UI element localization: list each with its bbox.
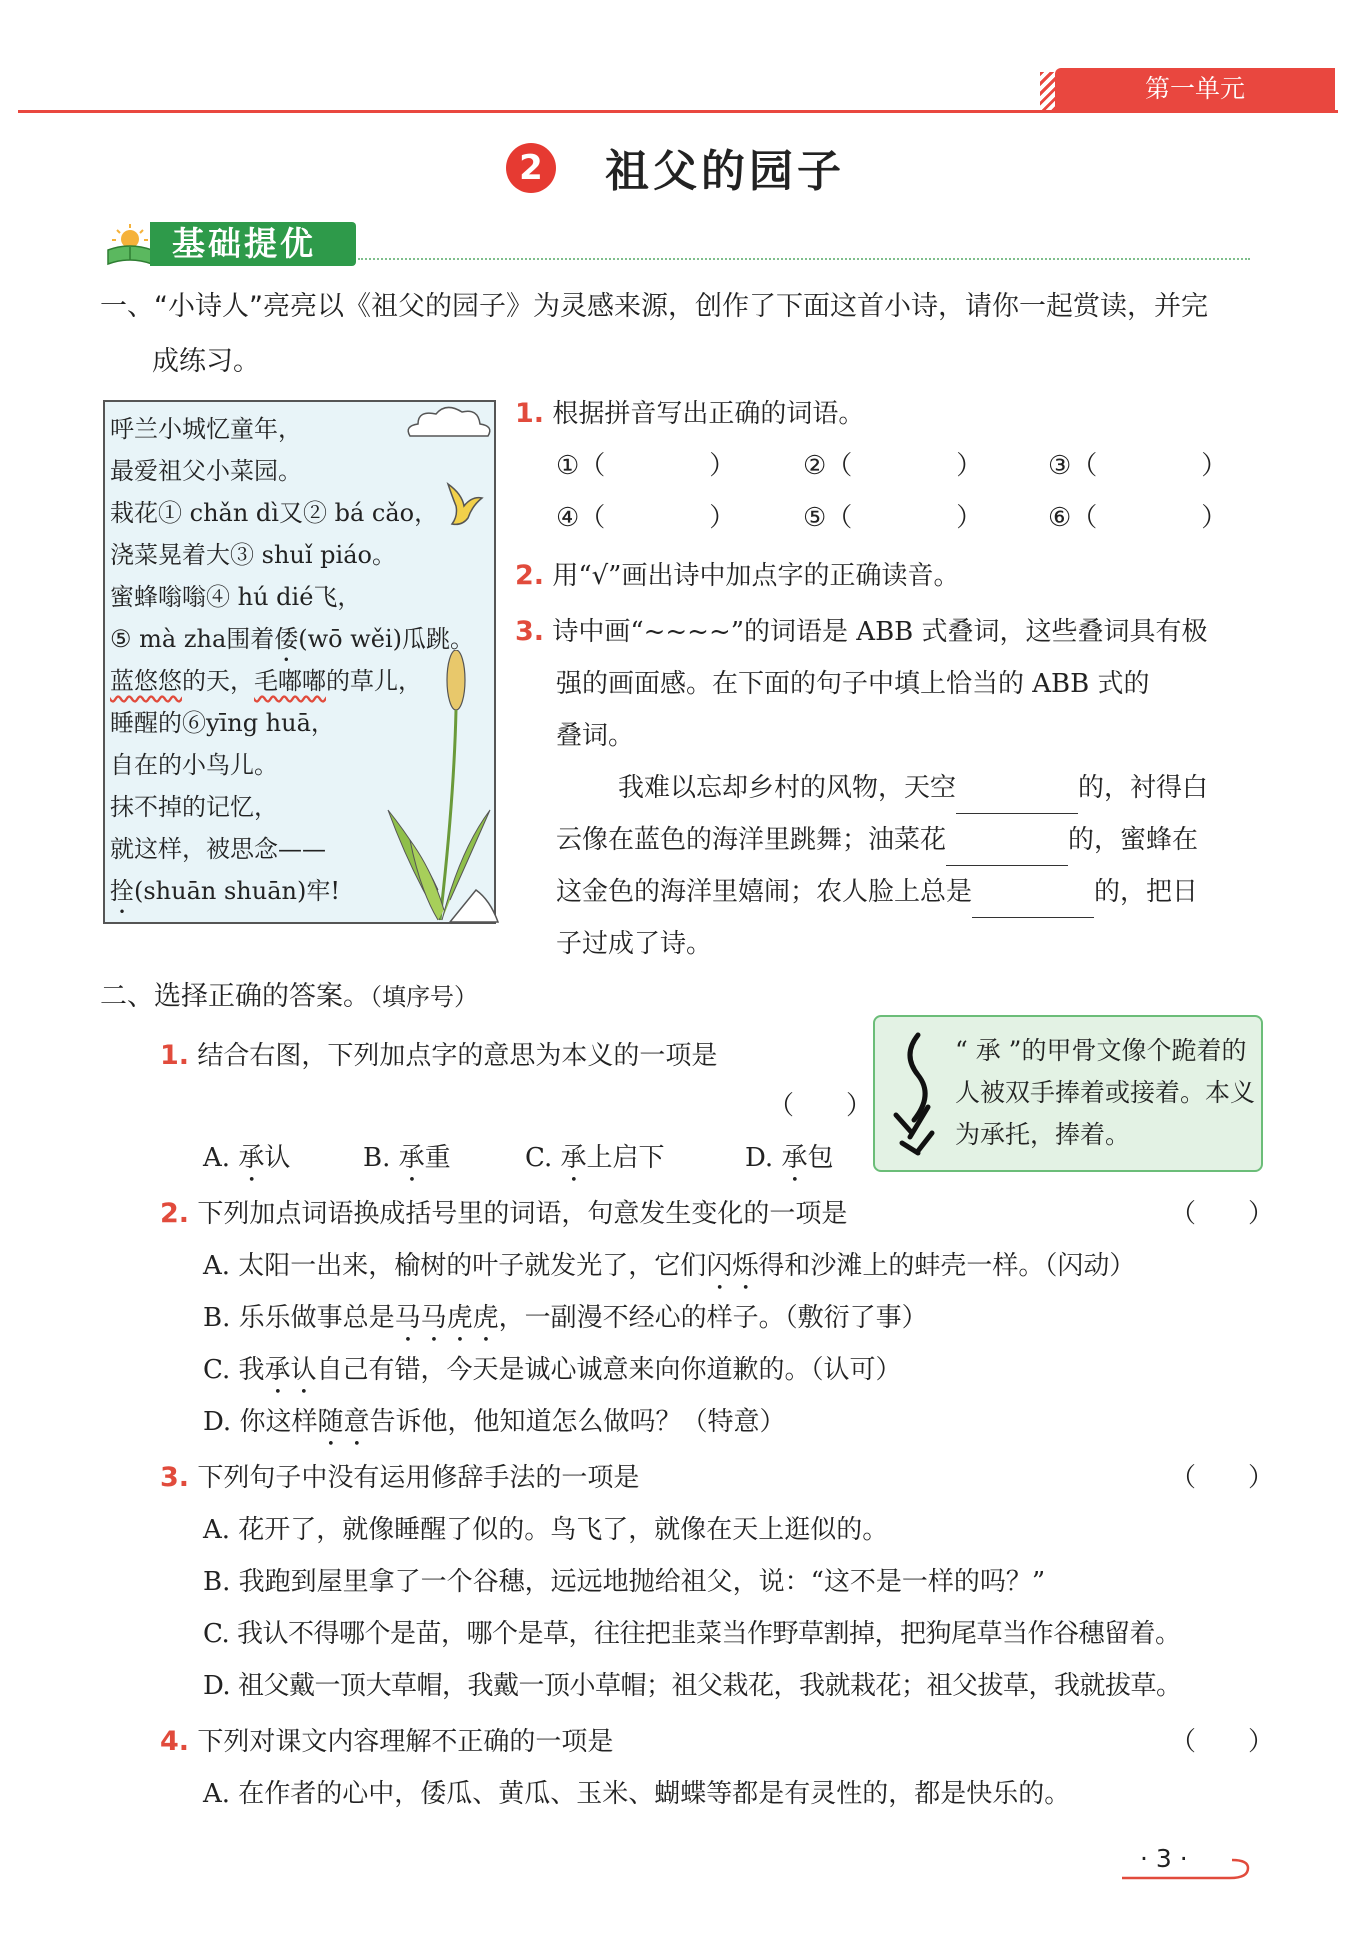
q2-1-answer[interactable]: （ ） [768,1091,873,1121]
blank-3[interactable]: ③（ ） [1048,451,1228,481]
poem-line-11: 就这样，被思念—— [110,835,326,863]
q1-3-para-line2: 云像在蓝色的海洋里跳舞；油菜花 的，蜜蜂在 [556,814,1198,866]
q2-4-option-a[interactable]: A. 在作者的心中，倭瓜、黄瓜、玉米、蝴蝶等都是有灵性的，都是快乐的。 [203,1779,1071,1809]
section-banner: 基础提优 [150,222,356,266]
q2-3-option-a[interactable]: A. 花开了，就像睡醒了似的。鸟飞了，就像在天上逛似的。 [203,1515,889,1545]
book-sun-icon [104,222,156,268]
poem-line-5: 蜜蜂嗡嗡④ hú dié飞， [110,583,362,611]
q2-1-option-c[interactable]: C. 承上启下 [525,1143,665,1173]
unit-tab: 第一单元 [1055,68,1335,110]
q1-3-line2: 强的画面感。在下面的句子中填上恰当的 ABB 式的 [556,669,1150,699]
abb-blank-2[interactable] [946,835,1068,866]
q2-4-answer[interactable]: （ ） [1170,1727,1275,1757]
poem-line-2: 最爱祖父小菜园。 [110,457,302,485]
q2-1-option-b[interactable]: B. 承重 [363,1143,451,1173]
blank-1[interactable]: ①（ ） [556,451,736,481]
q2-2: 2. 下列加点词语换成括号里的词语，句意发生变化的一项是 [160,1198,848,1229]
q2-1-option-d[interactable]: D. 承包 [745,1143,834,1173]
poem-line-8: 睡醒的⑥yīng huā， [110,709,335,737]
q1-heading-line2: 成练习。 [152,346,260,377]
q1-heading-line1: 一、“小诗人”亮亮以《祖父的园子》为灵感来源，创作了下面这首小诗，请你一起赏读，并完 [100,291,1208,322]
q2-3-answer[interactable]: （ ） [1170,1463,1275,1493]
q2-2-option-a[interactable]: A. 太阳一出来，榆树的叶子就发光了，它们闪烁得和沙滩上的蚌壳一样。（闪动） [203,1251,1136,1281]
cloud-icon [400,398,498,446]
poem-line-4: 浇菜晃着大③ shuǐ piáo。 [110,541,396,569]
page-swoosh-icon [1120,1852,1255,1882]
q1-3-para-line3: 这金色的海洋里嬉闹；农人脸上总是 的，把日 [556,866,1198,918]
blank-6[interactable]: ⑥（ ） [1048,503,1228,533]
page-number: · 3 · [1140,1844,1188,1873]
blank-5[interactable]: ⑤（ ） [803,503,983,533]
q2-3: 3. 下列句子中没有运用修辞手法的一项是 [160,1462,640,1493]
poem-line-9: 自在的小鸟儿。 [110,751,278,779]
q1-3-line3: 叠词。 [556,721,635,751]
poem-line-1: 呼兰小城忆童年， [110,415,302,443]
blank-2[interactable]: ②（ ） [803,451,983,481]
q1-3-para-line1: 我难以忘却乡村的风物，天空 的，衬得白 [618,762,1208,814]
q2-2-option-d[interactable]: D. 你这样随意告诉他，他知道怎么做吗？（特意） [203,1407,786,1437]
q1-3-line1: 3. 诗中画“~~~~”的词语是 ABB 式叠词，这些叠词具有极 [515,616,1208,647]
blank-4[interactable]: ④（ ） [556,503,736,533]
q1-1: 1. 根据拼音写出正确的词语。 [515,398,865,429]
q2-4: 4. 下列对课文内容理解不正确的一项是 [160,1726,614,1757]
q2-2-option-b[interactable]: B. 乐乐做事总是马马虎虎，一副漫不经心的样子。（敷衍了事） [203,1303,928,1333]
header-rule [18,110,1338,113]
q1-3-para-line4: 子过成了诗。 [556,929,713,959]
abb-blank-3[interactable] [972,887,1094,918]
q2-3-option-c[interactable]: C. 我认不得哪个是苗，哪个是草，往往把韭菜当作野草割掉，把狗尾草当作谷穗留着。 [203,1619,1181,1649]
poem-line-7: 蓝悠悠的天，毛嘟嘟的草儿， [110,667,422,695]
q2-heading: 二、选择正确的答案。（填序号） [100,981,478,1012]
q2-2-answer[interactable]: （ ） [1170,1199,1275,1229]
q1-2: 2. 用“√”画出诗中加点字的正确读音。 [515,560,960,591]
lesson-number: 2 [506,143,556,193]
q2-3-option-b[interactable]: B. 我跑到屋里拿了一个谷穗，远远地抛给祖父，说：“这不是一样的吗？” [203,1567,1046,1597]
q2-3-option-d[interactable]: D. 祖父戴一顶大草帽，我戴一顶小草帽；祖父栽花，我就栽花；祖父拔草，我就拔草。 [203,1671,1182,1701]
page-title: 祖父的园子 [605,146,845,197]
q2-1-option-a[interactable]: A. 承认 [203,1143,291,1173]
poem-line-12: 拴(shuān shuān)牢! [110,877,340,905]
poem-line-10: 抹不掉的记忆， [110,793,278,821]
section-divider [358,258,1250,260]
poem-line-3: 栽花① chǎn dì又② bá cǎo， [110,499,439,527]
q2-1: 1. 结合右图，下列加点字的意思为本义的一项是 [160,1040,718,1071]
bird-icon [442,476,486,532]
oracle-note-text: “ 承 ”的甲骨文像个跪着的人被双手捧着或接着。本义为承托，捧着。 [955,1036,1256,1149]
q2-2-option-c[interactable]: C. 我承认自己有错，今天是诚心诚意来向你道歉的。（认可） [203,1355,902,1385]
poem-line-6: ⑤ mà zha围着倭(wō wěi)瓜跳。 [110,625,475,653]
abb-blank-1[interactable] [956,783,1078,814]
oracle-character-glyph [888,1025,948,1160]
